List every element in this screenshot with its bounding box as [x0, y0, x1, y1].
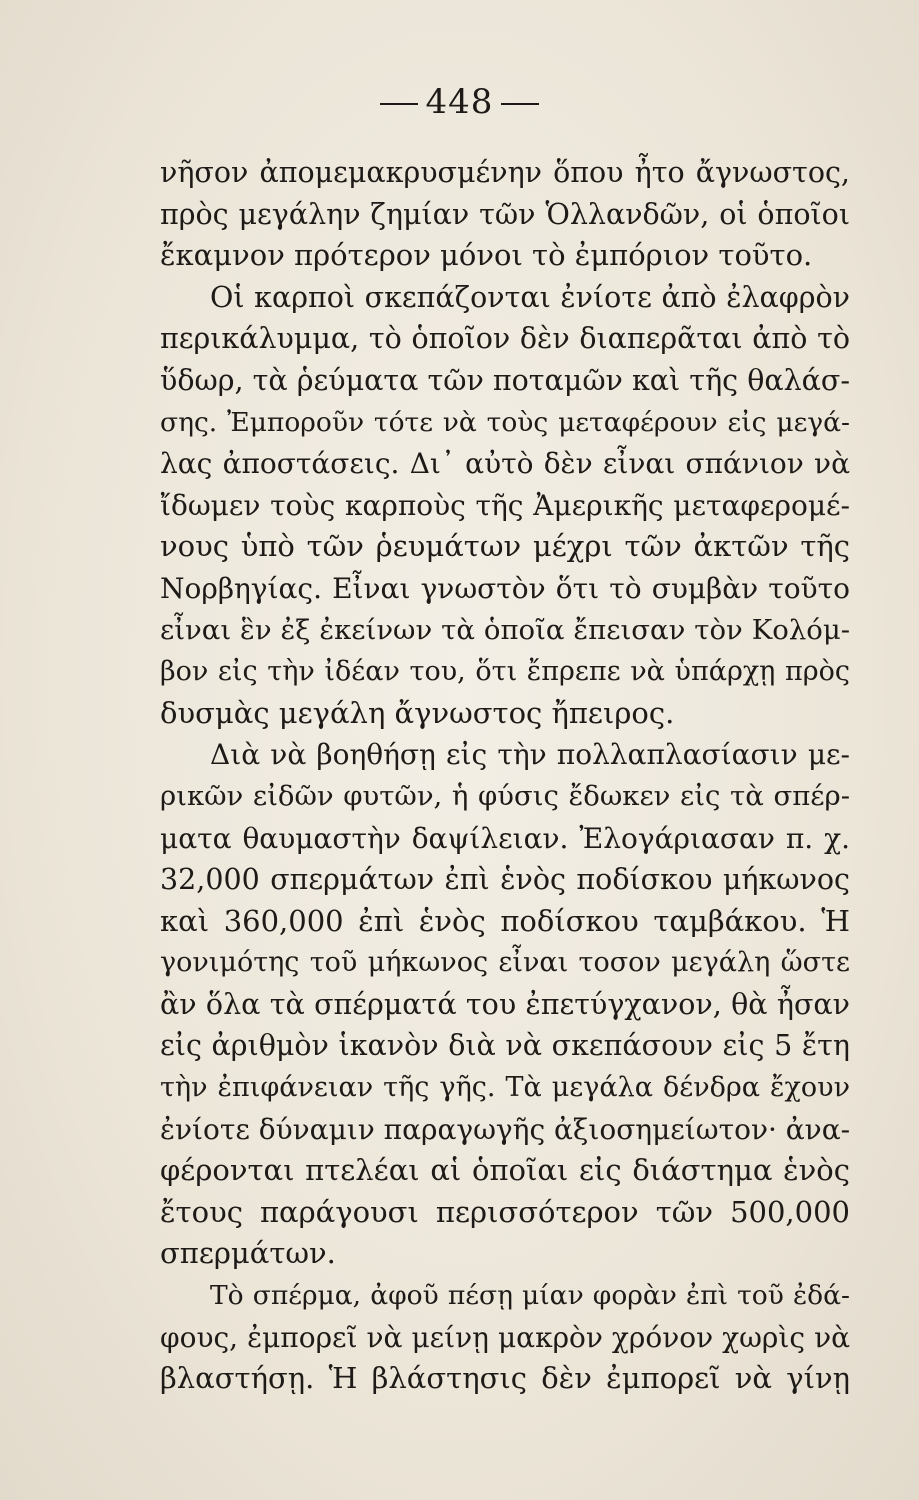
text-line: Οἱ καρποὶ σκεπάζονται ἐνίοτε ἀπὸ ἐλαφρὸν [210, 280, 850, 314]
text-line: ἔτους παράγουσι περισσότερον τῶν 500,000 [160, 1194, 850, 1229]
text-line: τὴν ἐπιφάνειαν τῆς γῆς. Τὰ μεγάλα δένδρα ἔχουν [160, 1072, 850, 1104]
text-line: καὶ 360,000 ἐπὶ ἑνὸς ποδίσκου ταμβάκου. Ἡ [160, 903, 850, 938]
text-line: νῆσον ἀπομεμακρυσμένην ὅπου ἦτο ἄγνωστος, [160, 156, 850, 189]
text-line: Διὰ νὰ βοηθήσῃ εἰς τὴν πολλαπλασίασιν με- [210, 738, 850, 772]
right-dash [501, 103, 539, 105]
text-line: ματα θαυμαστὴν δαψίλειαν. Ἐλογάριασαν π. χ. [160, 821, 850, 855]
page-number: 448 [425, 82, 494, 122]
text-line: 32,000 σπερμάτων ἐπὶ ἑνὸς ποδίσκου μήκωνος [160, 863, 850, 897]
text-line: εἰς ἀριθμὸν ἱκανὸν διὰ νὰ σκεπάσουν εἰς 5 ἔτη [160, 1029, 850, 1063]
text-line: πρὸς μεγάλην ζημίαν τῶν Ὁλλανδῶν, οἱ ὁποῖοι [160, 197, 850, 231]
text-line: βον εἰς τὴν ἰδέαν του, ὅτι ἔπρεπε νὰ ὑπάρχῃ πρὸς [160, 656, 850, 688]
text-line: περικάλυμμα, τὸ ὁποῖον δὲν διαπερᾶται ἀπὸ τὸ [160, 322, 850, 356]
text-line: ἐνίοτε δύναμιν παραγωγῆς ἀξιοσημείωτον· ἀνα- [160, 1112, 850, 1146]
body-text [160, 152, 850, 1400]
page-number-header [0, 82, 919, 122]
text-line: γονιμότης τοῦ μήκωνος εἶναι τοσον μεγάλη ὥστε [160, 947, 850, 979]
text-line: φέρονται πτελέαι αἱ ὁποῖαι εἰς διάστημα ἑνὸς [160, 1153, 850, 1188]
text-line: σης. Ἐμποροῦν τότε νὰ τοὺς μεταφέρουν εἰς μεγά- [160, 406, 850, 438]
text-line: λας ἀποστάσεις. Δι᾽ αὐτὸ δὲν εἶναι σπάνιον νὰ [160, 447, 850, 481]
text-line: ὕδωρ, τὰ ῥεύματα τῶν ποταμῶν καὶ τῆς θαλάσ- [160, 363, 850, 397]
text-line: ἂν ὅλα τὰ σπέρματά του ἐπετύγχανον, θὰ ἦσαν [160, 987, 850, 1021]
text-line: φους, ἐμπορεῖ νὰ μείνῃ μακρὸν χρόνον χωρὶς νὰ [160, 1320, 850, 1354]
left-dash [380, 103, 418, 105]
text-line: βλαστήσῃ. Ἡ βλάστησις δὲν ἐμπορεῖ νὰ γίνῃ [160, 1361, 850, 1396]
text-line: ρικῶν εἰδῶν φυτῶν, ἡ φύσις ἔδωκεν εἰς τὰ σπέρ- [160, 779, 850, 812]
text-line: νους ὑπὸ τῶν ῥευμάτων μέχρι τῶν ἀκτῶν τῆς [160, 529, 850, 564]
text-line: ἔκαμνον πρότερον μόνοι τὸ ἐμπόριον τοῦτο. [160, 238, 813, 273]
text-line: Νορβηγίας. Εἶναι γνωστὸν ὅτι τὸ συμβὰν τοῦτο [160, 571, 850, 605]
text-line: δυσμὰς μεγάλη ἄγνωστος ἤπειρος. [160, 695, 675, 730]
text-line: εἶναι ἓν ἐξ ἐκείνων τὰ ὁποῖα ἔπεισαν τὸν Κολόμ- [160, 613, 850, 646]
text-line: Τὸ σπέρμα, ἀφοῦ πέσῃ μίαν φορὰν ἐπὶ τοῦ ἐδά- [210, 1280, 850, 1312]
text-line: σπερμάτων. [160, 1236, 336, 1271]
text-line: ἴδωμεν τοὺς καρποὺς τῆς Ἀμερικῆς μεταφερομέ- [160, 488, 850, 522]
